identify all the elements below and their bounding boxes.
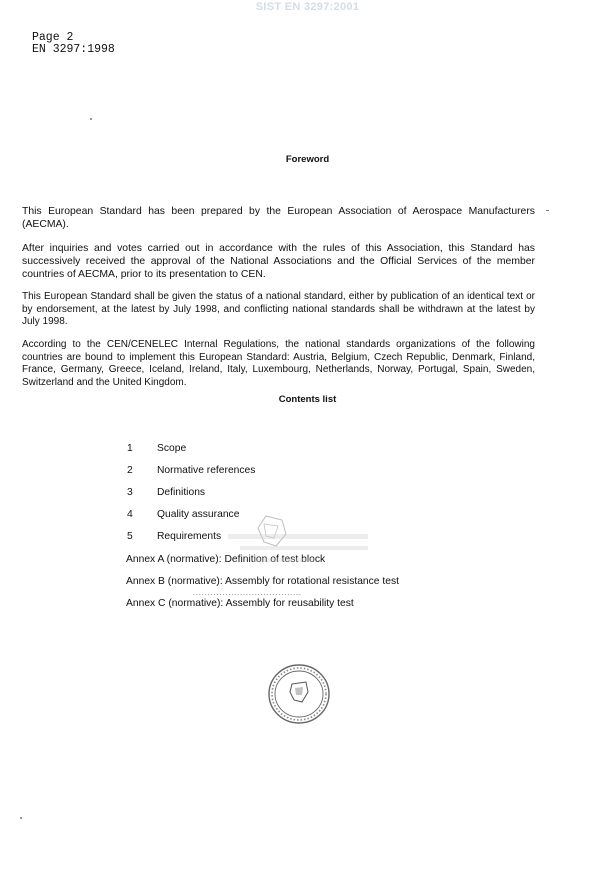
foreword-paragraph-2: After inquiries and votes carried out in accordance with the rules of this Association, this Standard has successively received the approval of the National Associations and the Official Services of the member countries of AECMA, prior to its presentation to CEN. xyxy=(22,243,535,280)
toc-item-title: Definitions xyxy=(157,487,206,498)
toc-item-number: 4 xyxy=(127,509,133,520)
page-number: Page 2 xyxy=(32,31,74,44)
contents-heading: Contents list xyxy=(278,394,337,405)
annex-a-entry: Annex A (normative): Definition of test block xyxy=(126,554,326,565)
toc-item-title: Requirements xyxy=(157,531,222,542)
foreword-paragraph-1: This European Standard has been prepared by the European Association of Aerospace Manufacturers (AECMA). xyxy=(22,206,535,230)
scan-speck xyxy=(546,210,549,211)
leader-dots: ..................................... xyxy=(193,590,302,597)
document-watermark: SIST EN 3297:2001 xyxy=(255,1,360,13)
foreword-paragraph-3: This European Standard shall be given the status of a national standard, either by publication of an identical text or by endorsement, at the latest by July 1998, and conflicting national standards shall be withdrawn at the latest by July 1998. xyxy=(22,291,535,327)
standard-number: EN 3297:1998 xyxy=(32,43,115,56)
toc-item-number: 2 xyxy=(127,465,133,476)
foreword-paragraph-4: According to the CEN/CENELEC Internal Regulations, the national standards organizations of the following countries are bound to implement this European Standard: Austria, Belgium, Czech Republic, Denmark, Finland, France, Germany, Greece, Iceland, Ireland, Italy, Luxembourg, Netherlands, Norway, Portugal, Spain, Sweden, Switzerland and the United Kingdom. xyxy=(22,339,535,388)
official-circular-stamp xyxy=(266,662,332,726)
page-header xyxy=(32,32,115,56)
foreword-heading: Foreword xyxy=(285,154,330,165)
toc-item-title: Scope xyxy=(157,443,187,454)
toc-item-number: 3 xyxy=(127,487,133,498)
annex-c-entry: Annex C (normative): Assembly for reusability test xyxy=(126,598,354,609)
scan-speck xyxy=(90,118,92,120)
library-stamp-faint xyxy=(220,512,380,576)
toc-item-title: Normative references xyxy=(157,465,256,476)
annex-b-entry: Annex B (normative): Assembly for rotational resistance test xyxy=(126,576,399,587)
toc-item-number: 1 xyxy=(127,443,133,454)
scan-speck xyxy=(20,817,22,819)
toc-item-number: 5 xyxy=(127,531,133,542)
toc-item-title: Quality assurance xyxy=(157,509,240,520)
